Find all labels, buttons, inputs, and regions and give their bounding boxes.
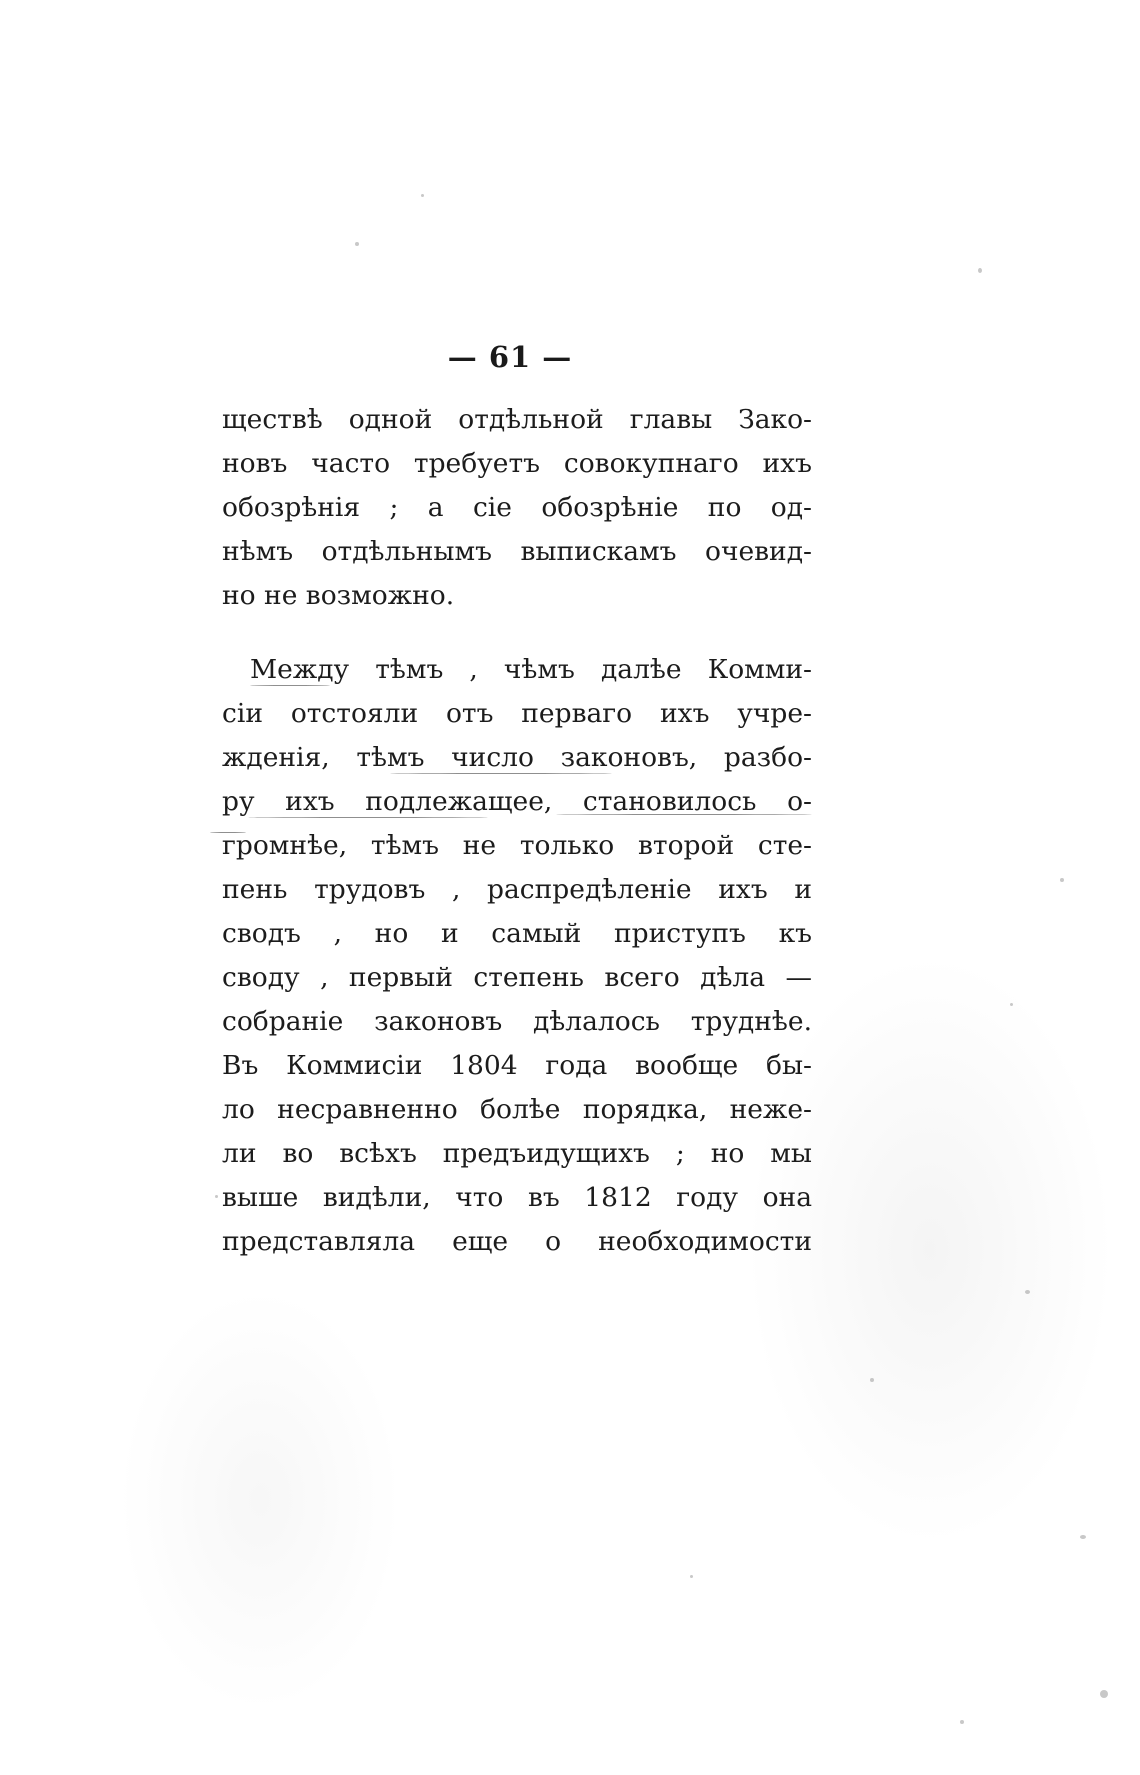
pencil-underline xyxy=(210,832,246,833)
page-number: — 61 — xyxy=(447,340,573,374)
scan-speck xyxy=(215,1195,218,1198)
text-line: громнѣе, тѣмъ не только второй сте- xyxy=(222,830,812,861)
text-line: выше видѣли, что въ 1812 году она xyxy=(222,1182,812,1213)
scan-speck xyxy=(978,268,982,273)
text-line: но не возможно. xyxy=(222,580,455,611)
pencil-underline xyxy=(390,773,612,774)
scan-speck xyxy=(1010,1003,1013,1006)
text-line: представляла еще о необходимости xyxy=(222,1226,812,1257)
scan-speck xyxy=(1080,1535,1086,1539)
pencil-underline xyxy=(248,817,488,818)
scan-speck xyxy=(1100,1690,1108,1698)
text-line: ли во всѣхъ предъидущихъ ; но мы xyxy=(222,1138,812,1169)
pencil-underline xyxy=(556,814,812,815)
scan-speck xyxy=(1025,1290,1030,1294)
scan-speck xyxy=(690,1575,693,1578)
scan-speck xyxy=(960,1720,964,1724)
text-line: Въ Коммисіи 1804 года вообще бы- xyxy=(222,1050,812,1081)
text-line: обозрѣнія ; а сіе обозрѣніе по од- xyxy=(222,492,812,523)
text-line: ло несравненно болѣе порядка, неже- xyxy=(222,1094,812,1125)
text-line: своду , первый степень всего дѣла — xyxy=(222,962,812,993)
scan-speck xyxy=(1060,878,1064,882)
text-line: ществѣ одной отдѣльной главы Зако- xyxy=(222,404,812,435)
text-line: нѣмъ отдѣльнымъ выпискамъ очевид- xyxy=(222,536,812,567)
text-line: новъ часто требуетъ совокупнаго ихъ xyxy=(222,448,812,479)
text-line: пень трудовъ , распредѣленіе ихъ и xyxy=(222,874,812,905)
scan-speck xyxy=(421,194,424,197)
scan-speck xyxy=(355,242,359,246)
text-line: ру ихъ подлежащее, становилось о- xyxy=(222,786,812,817)
text-line: Между тѣмъ , чѣмъ далѣе Комми- xyxy=(250,654,812,685)
pencil-underline xyxy=(250,685,330,686)
text-line: жденія, тѣмъ число законовъ, разбо- xyxy=(222,742,812,773)
text-line: сводъ , но и самый приступъ къ xyxy=(222,918,812,949)
text-line: сіи отстояли отъ перваго ихъ учре- xyxy=(222,698,812,729)
text-line: собраніе законовъ дѣлалось труднѣе. xyxy=(222,1006,812,1037)
scan-speck xyxy=(870,1378,874,1382)
